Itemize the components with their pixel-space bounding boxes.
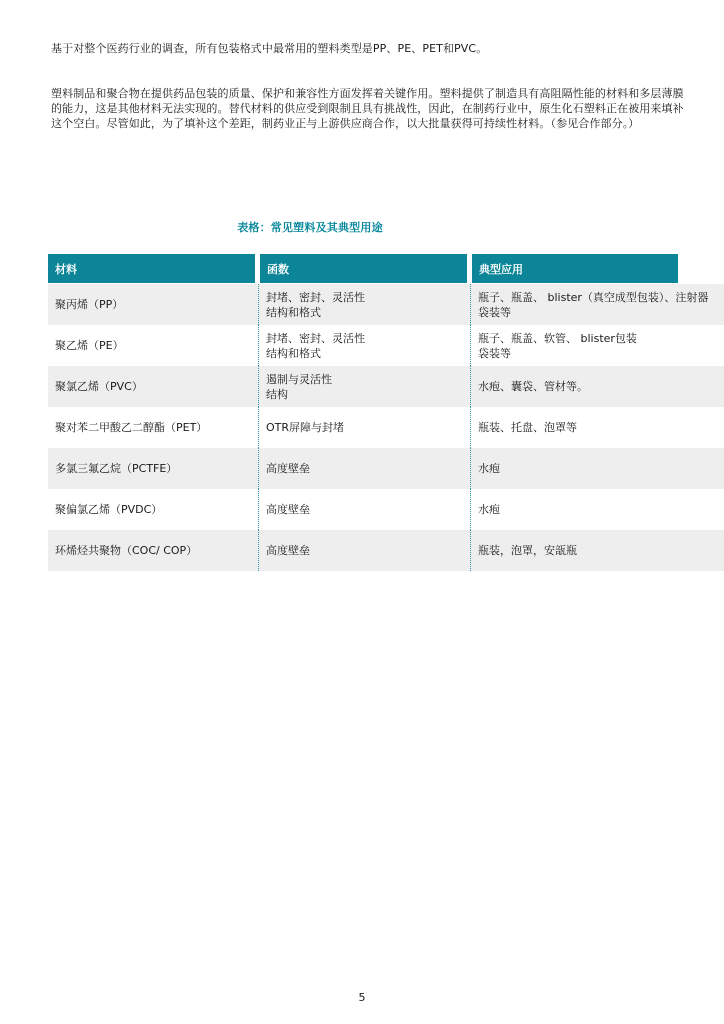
application-cell: 瓶子、瓶盖、软管、 blister包装 袋装等 bbox=[470, 325, 724, 366]
application-cell: 水疱 bbox=[470, 448, 724, 489]
table-row bbox=[48, 530, 724, 571]
header-material: 材料 bbox=[48, 254, 255, 283]
page-number: 5 bbox=[358, 991, 366, 1004]
table-body bbox=[48, 284, 724, 571]
plastics-role-paragraph: 塑料制品和聚合物在提供药品包装的质量、保护和兼容性方面发挥着关键作用。塑料提供了制造具有高阻隔性能的材料和多层薄膜的能力，这是其他材料无法实现的。替代材料的供应受到限制且具有挑战性，因此，在制药行业中，原生化石塑料正在被用来填补这个空白。尽管如此，为了填补这个差距，制药业正与上游供应商合作，以大批量获得可持续性材料。（参见合作部分。） bbox=[51, 87, 684, 130]
application-cell: 水疱、囊袋、管材等。 bbox=[470, 366, 724, 407]
function-cell: 高度壁垒 bbox=[258, 489, 470, 530]
application-cell: 瓶装，泡罩，安瓿瓶 bbox=[470, 530, 724, 571]
header-application: 典型应用 bbox=[472, 254, 678, 283]
material-cell: 多氯三氟乙烷（PCTFE） bbox=[55, 462, 178, 475]
material-cell: 聚乙烯（PE） bbox=[55, 339, 124, 352]
table-caption: 表格：常见塑料及其典型用途 bbox=[237, 221, 383, 234]
table-row bbox=[48, 325, 724, 366]
table-row bbox=[48, 366, 724, 407]
material-cell: 聚偏氯乙烯（PVDC） bbox=[55, 503, 163, 516]
application-cell: 瓶子、瓶盖、 blister（真空成型包装）、注射器 袋装等 bbox=[470, 284, 724, 325]
table-row bbox=[48, 489, 724, 530]
function-cell: OTR屏障与封堵 bbox=[258, 407, 470, 448]
header-function: 函数 bbox=[260, 254, 467, 283]
function-cell: 封堵、密封、灵活性 结构和格式 bbox=[258, 284, 470, 325]
table-row bbox=[48, 284, 724, 325]
function-cell: 封堵、密封、灵活性 结构和格式 bbox=[258, 325, 470, 366]
function-cell: 高度壁垒 bbox=[258, 530, 470, 571]
material-cell: 环烯烃共聚物（COC/ COP） bbox=[55, 544, 198, 557]
table-row bbox=[48, 448, 724, 489]
application-cell: 瓶装、托盘、泡罩等 bbox=[470, 407, 724, 448]
application-cell: 水疱 bbox=[470, 489, 724, 530]
table-row bbox=[48, 407, 724, 448]
function-cell: 遏制与灵活性 结构 bbox=[258, 366, 470, 407]
material-cell: 聚对苯二甲酸乙二醇酯（PET） bbox=[55, 421, 208, 434]
intro-paragraph: 基于对整个医药行业的调查，所有包装格式中最常用的塑料类型是PP、PE、PET和PVC。 bbox=[51, 42, 488, 55]
material-cell: 聚丙烯（PP） bbox=[55, 298, 124, 311]
function-cell: 高度壁垒 bbox=[258, 448, 470, 489]
plastics-table bbox=[48, 254, 724, 571]
material-cell: 聚氯乙烯（PVC） bbox=[55, 380, 143, 393]
table-header-row bbox=[48, 254, 724, 283]
